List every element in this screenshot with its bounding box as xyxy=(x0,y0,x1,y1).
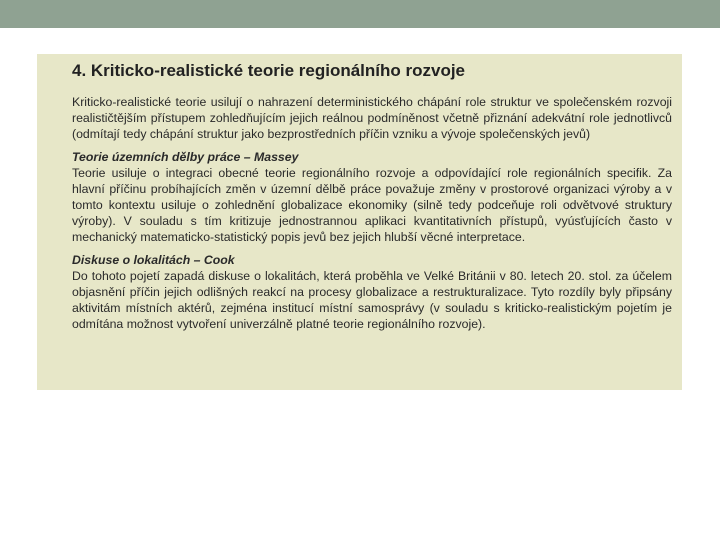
section-heading: Teorie územních dělby práce – Massey xyxy=(72,150,299,164)
section-text: Teorie usiluje o integraci obecné teorie regionálního rozvoje a odpovídající role regionálních specifik. Za hlavní příčinu probíhajících změn v územní dělbě práce považuje změny v prostorové organizaci výroby a v tomto kontextu usiluje o zohlednění globalizace ekonomiky (silně tedy podceňuje roli odvětvové struktury výroby). V souladu s tím kritizuje jednostrannou aplikaci kvantitativních přístupů, vyúsťujících často v mechanický matematicko-statistický popis jevů bez jejich hlubší věcné interpretace. xyxy=(72,166,672,244)
top-accent-bar xyxy=(0,0,720,28)
section-text: Do tohoto pojetí zapadá diskuse o lokalitách, která proběhla ve Velké Británii v 80. letech 20. stol. za účelem objasnění příčin jejich odlišných reakcí na procesy globalizace a restrukturalizace. Tyto rozdíly byly připsány aktivitám místních aktérů, zejména institucí místní samosprávy (v souladu s kriticko-realistickým pojetím je odmítána možnost vytvoření univerzálně platné teorie regionálního rozvoje). xyxy=(72,269,672,331)
content-box xyxy=(37,54,682,390)
intro-paragraph: Kriticko-realistické teorie usilují o nahrazení deterministického chápání role struktur ve společenském rozvoji realističtějším přístupem zohledňujícím jejich reálnou podmíněnost včetně přiznání adekvátní role jednotlivců (odmítají tedy chápání struktur jako bezprostředních příčin vzniku a vývoje společenských jevů) xyxy=(72,95,672,141)
section-heading: Diskuse o lokalitách – Cook xyxy=(72,253,235,267)
section-massey xyxy=(72,149,672,245)
section-cook xyxy=(72,252,672,332)
slide-title: 4. Kriticko-realistické teorie regionálního rozvoje xyxy=(72,61,466,80)
